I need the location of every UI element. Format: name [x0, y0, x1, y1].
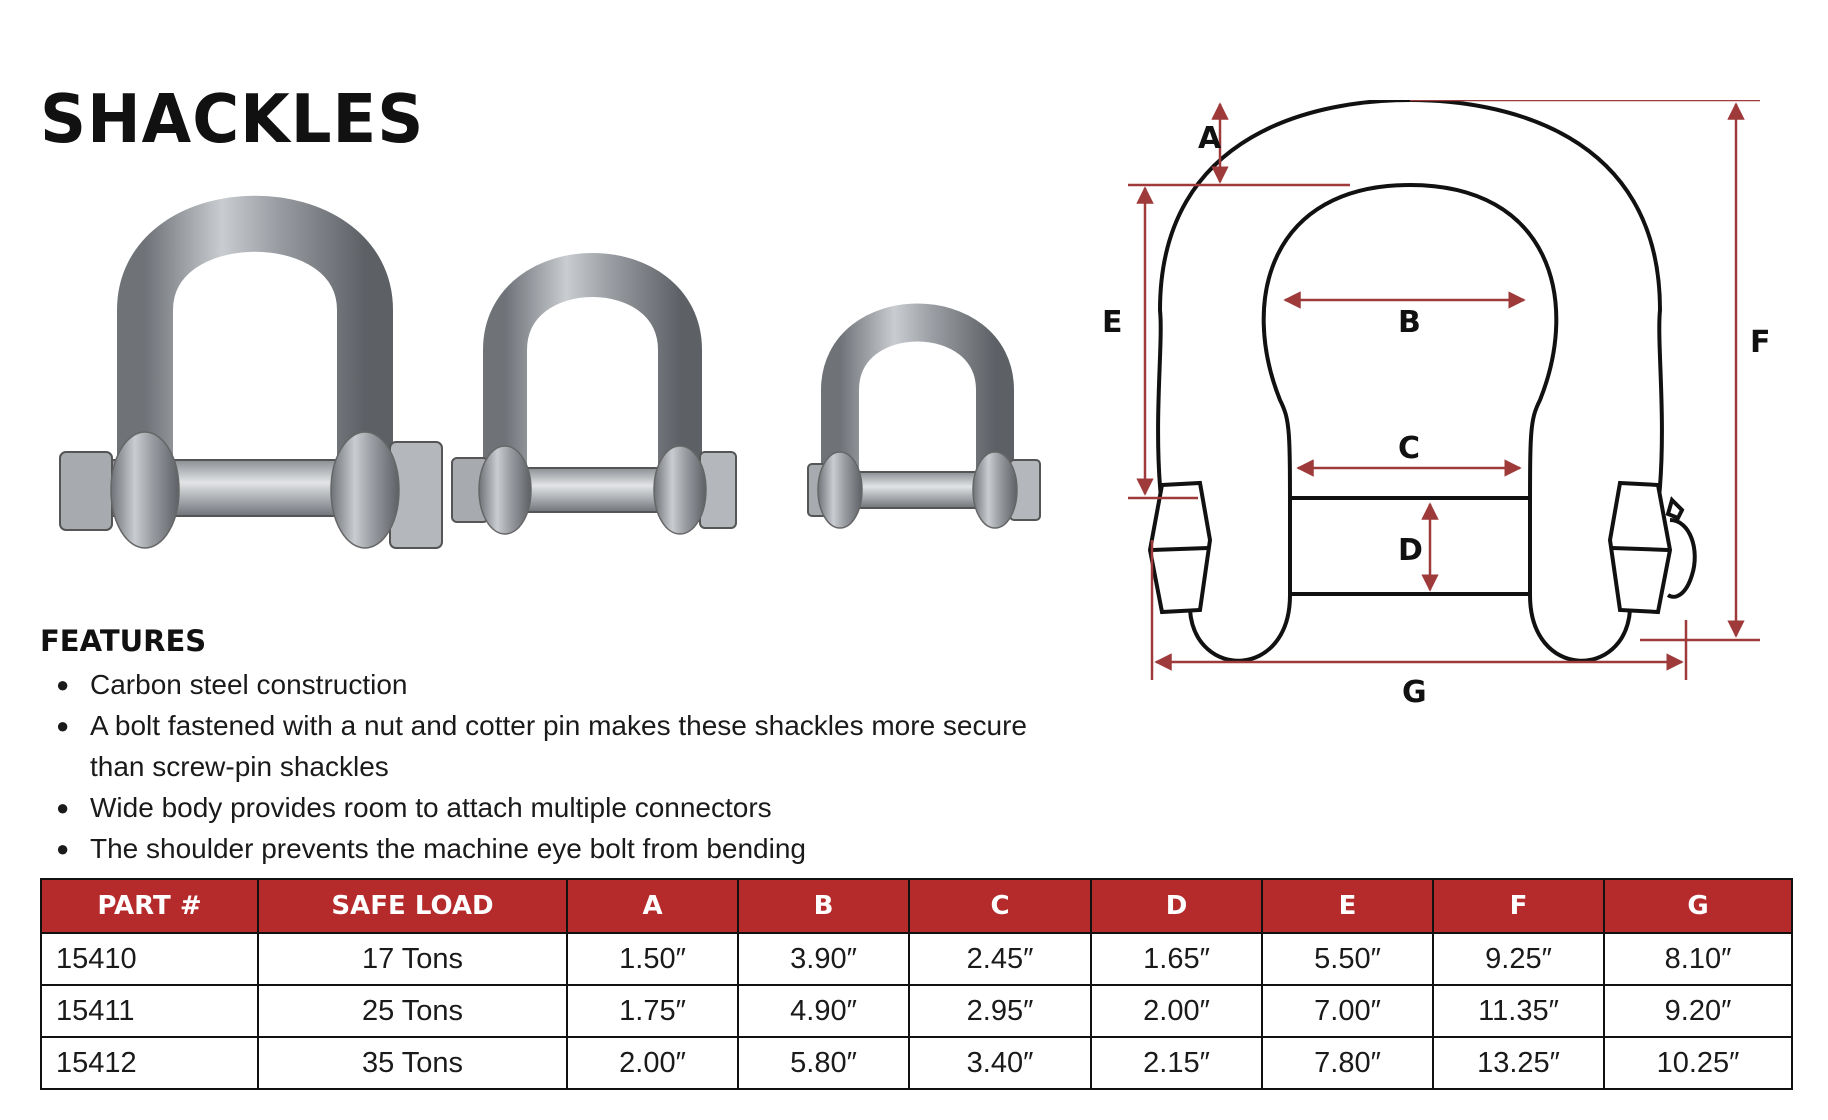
shackle-photos [40, 190, 1060, 610]
dimension-label-c: C [1398, 431, 1421, 466]
table-cell: 17 Tons [258, 933, 567, 985]
table-cell: 2.95″ [909, 985, 1091, 1037]
shackle-photo-small [808, 323, 1040, 529]
features-list [56, 664, 1056, 869]
dimension-label-f: F [1750, 325, 1771, 360]
feature-item: ● Wide body provides room to attach multiple connectors [56, 787, 1056, 828]
feature-item: ● A bolt fastened with a nut and cotter pin makes these shackles more secure than screw-pin shackles [56, 705, 1056, 787]
table-cell: 35 Tons [258, 1037, 567, 1089]
page-title: SHACKLES [40, 81, 425, 159]
table-cell: 9.25″ [1433, 933, 1604, 985]
bullet-icon: ● [56, 672, 70, 697]
column-header: G [1604, 879, 1792, 933]
table-cell: 15410 [41, 933, 258, 985]
dimension-label-d: D [1398, 533, 1423, 568]
column-header: D [1091, 879, 1262, 933]
dimension-label-e: E [1102, 305, 1123, 340]
table-cell: 7.00″ [1262, 985, 1433, 1037]
column-header: C [909, 879, 1091, 933]
shackle-photo-medium [452, 275, 736, 534]
table-row [41, 985, 1792, 1037]
shackle-dimension-diagram [1100, 100, 1800, 820]
table-cell: 5.80″ [738, 1037, 909, 1089]
table-cell: 3.90″ [738, 933, 909, 985]
dimension-label-g: G [1402, 675, 1427, 710]
table-cell: 5.50″ [1262, 933, 1433, 985]
column-header: E [1262, 879, 1433, 933]
table-cell: 2.00″ [567, 1037, 738, 1089]
table-row [41, 933, 1792, 985]
table-row [41, 1037, 1792, 1089]
feature-item: ● The shoulder prevents the machine eye bolt from bending [56, 828, 1056, 869]
features-heading: FEATURES [40, 624, 207, 658]
table-cell: 15412 [41, 1037, 258, 1089]
column-header: A [567, 879, 738, 933]
feature-item: ● Carbon steel construction [56, 664, 1056, 705]
column-header: F [1433, 879, 1604, 933]
table-cell: 10.25″ [1604, 1037, 1792, 1089]
bullet-icon: ● [56, 795, 70, 820]
table-cell: 2.15″ [1091, 1037, 1262, 1089]
dimension-label-b: B [1398, 305, 1421, 340]
table-cell: 1.50″ [567, 933, 738, 985]
table-cell: 25 Tons [258, 985, 567, 1037]
table-cell: 11.35″ [1433, 985, 1604, 1037]
column-header: B [738, 879, 909, 933]
column-header: SAFE LOAD [258, 879, 567, 933]
table-cell: 4.90″ [738, 985, 909, 1037]
table-cell: 3.40″ [909, 1037, 1091, 1089]
table-cell: 8.10″ [1604, 933, 1792, 985]
table-cell: 15411 [41, 985, 258, 1037]
bullet-icon: ● [56, 713, 70, 738]
table-cell: 2.45″ [909, 933, 1091, 985]
table-header-row [41, 879, 1792, 933]
dimension-label-a: A [1198, 121, 1222, 156]
table-cell: 1.75″ [567, 985, 738, 1037]
table-cell: 13.25″ [1433, 1037, 1604, 1089]
table-cell: 1.65″ [1091, 933, 1262, 985]
bullet-icon: ● [56, 836, 70, 861]
column-header: PART # [41, 879, 258, 933]
table-cell: 9.20″ [1604, 985, 1792, 1037]
table-cell: 2.00″ [1091, 985, 1262, 1037]
shackle-photo-large [60, 224, 442, 548]
table-cell: 7.80″ [1262, 1037, 1433, 1089]
spec-table [40, 878, 1793, 1090]
